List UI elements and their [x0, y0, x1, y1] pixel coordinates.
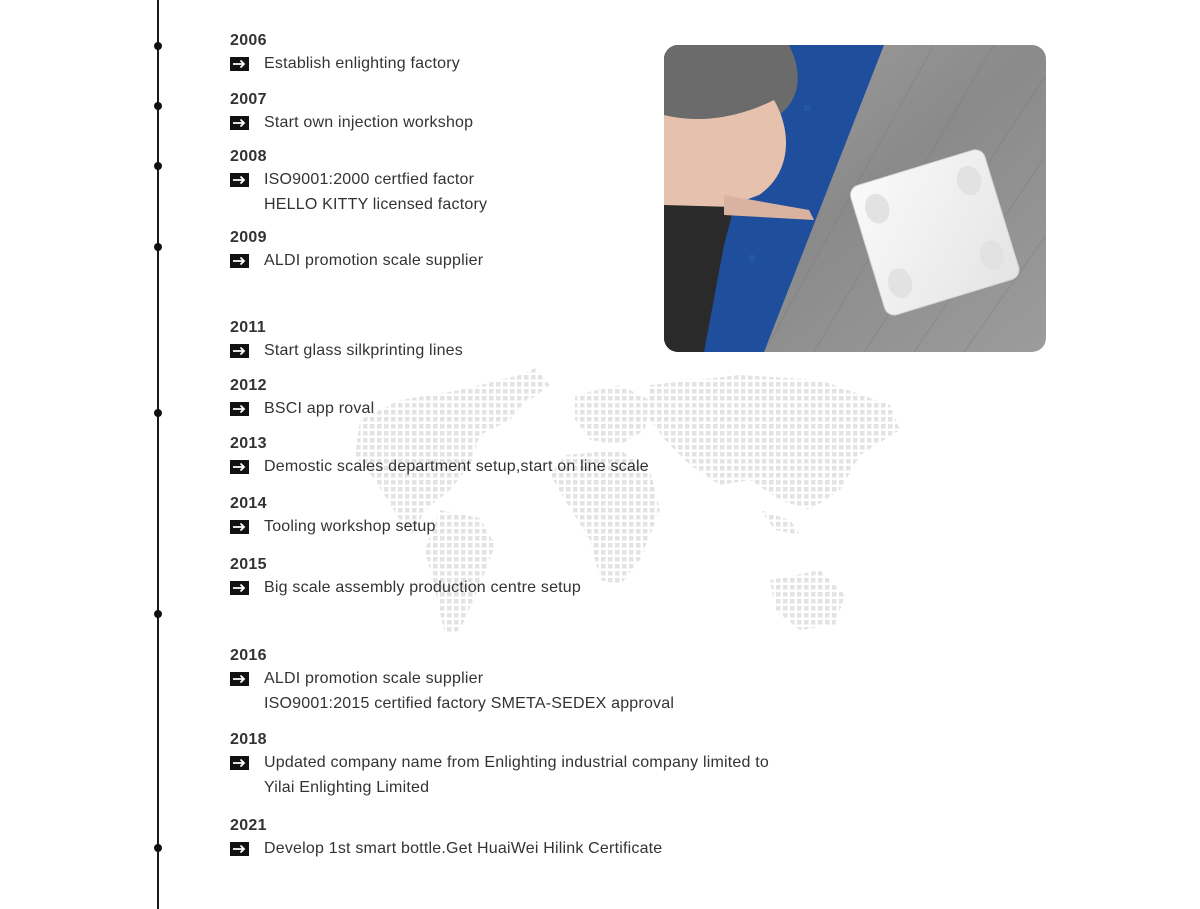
timeline-dot — [154, 409, 162, 417]
arrow-right-icon — [230, 402, 249, 416]
arrow-right-icon — [230, 842, 249, 856]
entry-text: Updated company name from Enlighting industrial company limited to — [264, 754, 770, 771]
entry-text: Yilai Enlighting Limited — [264, 779, 430, 796]
arrow-right-icon — [230, 116, 249, 130]
timeline-entry — [230, 494, 436, 537]
arrow-right-icon — [230, 173, 249, 187]
timeline-dot — [154, 610, 162, 618]
entry-text: ISO9001:2015 certified factory SMETA-SEDEX approval — [264, 695, 675, 712]
arrow-right-icon — [230, 254, 249, 268]
timeline-entry — [230, 90, 474, 133]
entry-text: BSCI app roval — [264, 400, 375, 417]
timeline-entry — [230, 318, 463, 361]
entry-year: 2012 — [230, 377, 267, 394]
entry-year: 2013 — [230, 435, 267, 452]
entry-year: 2008 — [230, 148, 267, 165]
timeline-entry — [230, 31, 460, 74]
timeline-entry — [230, 147, 488, 215]
timeline-line — [157, 0, 159, 909]
timeline-entry — [230, 376, 375, 419]
timeline-entry — [230, 730, 770, 798]
entry-year: 2021 — [230, 817, 267, 834]
entry-text: ISO9001:2000 certfied factor — [264, 171, 475, 188]
timeline-dot — [154, 243, 162, 251]
timeline-dot — [154, 162, 162, 170]
entry-year: 2011 — [230, 319, 266, 336]
arrow-right-icon — [230, 460, 249, 474]
entry-text: ALDI promotion scale supplier — [264, 670, 484, 687]
product-photo — [664, 45, 1046, 352]
timeline-entry — [230, 555, 582, 598]
arrow-right-icon — [230, 520, 249, 534]
entry-year: 2009 — [230, 229, 267, 246]
entry-text: Demostic scales department setup,start on line scale — [264, 458, 649, 475]
timeline-entry — [230, 646, 675, 714]
world-map-background — [320, 360, 910, 670]
entry-year: 2014 — [230, 495, 267, 512]
arrow-right-icon — [230, 57, 249, 71]
timeline-dot — [154, 42, 162, 50]
entry-year: 2007 — [230, 91, 267, 108]
timeline-entry — [230, 434, 649, 477]
arrow-right-icon — [230, 756, 249, 770]
entry-year: 2016 — [230, 647, 267, 664]
entry-text: Establish enlighting factory — [264, 55, 460, 72]
arrow-right-icon — [230, 581, 249, 595]
arrow-right-icon — [230, 344, 249, 358]
arrow-right-icon — [230, 672, 249, 686]
entry-text: Big scale assembly production centre setup — [264, 579, 582, 596]
timeline-dot — [154, 844, 162, 852]
entry-year: 2015 — [230, 556, 267, 573]
entry-text: Tooling workshop setup — [264, 518, 436, 535]
timeline-entry — [230, 228, 484, 271]
entry-year: 2018 — [230, 731, 267, 748]
timeline-entry — [230, 816, 663, 859]
entry-text: Develop 1st smart bottle.Get HuaiWei Hilink Certificate — [264, 840, 663, 857]
entry-text: ALDI promotion scale supplier — [264, 252, 484, 269]
timeline-dot — [154, 102, 162, 110]
entry-text: Start own injection workshop — [264, 114, 474, 131]
entry-text: HELLO KITTY licensed factory — [264, 196, 488, 213]
entry-year: 2006 — [230, 32, 267, 49]
entry-text: Start glass silkprinting lines — [264, 342, 463, 359]
